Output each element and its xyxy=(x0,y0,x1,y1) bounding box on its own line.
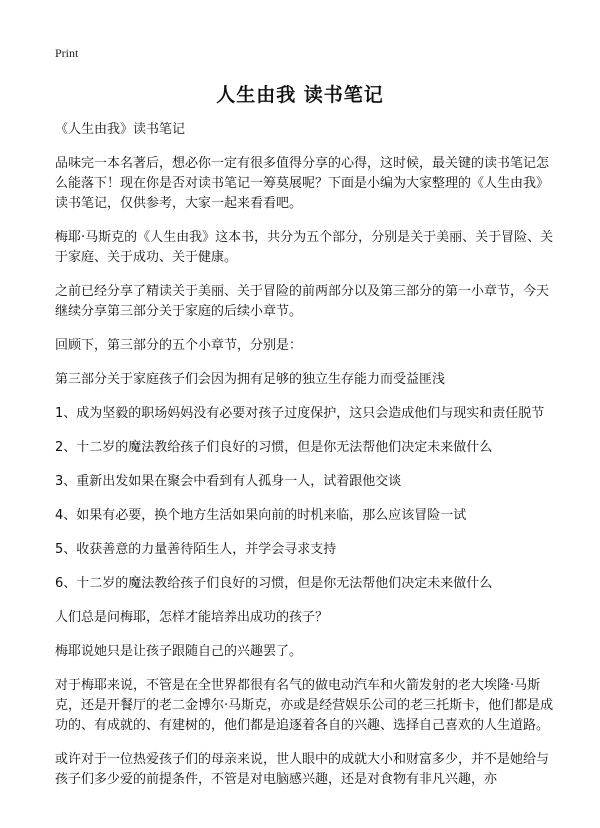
paragraph-part-three: 第三部分关于家庭孩子们会因为拥有足够的独立生存能力而受益匪浅 xyxy=(55,372,446,387)
paragraph-answer: 梅耶说她只是让孩子跟随自己的兴趣罢了。 xyxy=(55,644,303,659)
paragraph-book-parts: 梅耶·马斯克的《人生由我》这本书，共分为五个部分，分别是关于美丽、关于冒险、关于家庭、关于成功、关于健康。 xyxy=(55,230,554,265)
paragraph-review: 回顾下，第三部分的五个小章节，分别是： xyxy=(55,338,303,353)
article-body xyxy=(55,120,555,804)
paragraph-intro: 品味完一本名著后，想必你一定有很多值得分享的心得，这时候，最关键的读书笔记怎么能落下！现在你是否对读书笔记一筹莫展呢？下面是小编为大家整理的《人生由我》读书笔记，仅供参考，大家一起来看看吧。 xyxy=(55,156,550,211)
print-link[interactable]: Print xyxy=(55,46,79,60)
paragraph-mother: 或许对于一位热爱孩子们的母亲来说，世人眼中的成就大小和财富多少，并不是她给与孩子们多少爱的前提条件，不管是对电脑感兴趣，还是对食物有非凡兴趣，亦 xyxy=(55,752,550,787)
list-item: 6、十二岁的魔法教给孩子们良好的习惯，但是你无法帮他们决定未来做什么 xyxy=(55,576,493,591)
list-item: 2、十二岁的魔法教给孩子们良好的习惯，但是你无法帮他们决定未来做什么 xyxy=(55,440,493,455)
list-item: 4、如果有必要，换个地方生活如果向前的时机来临，那么应该冒险一试 xyxy=(55,508,467,523)
paragraph-previous: 之前已经分享了精读关于美丽、关于冒险的前两部分以及第三部分的第一小章节，今天继续分享第三部分关于家庭的后续小章节。 xyxy=(55,284,550,319)
paragraph-subtitle: 《人生由我》读书笔记 xyxy=(55,122,186,137)
paragraph-question: 人们总是问梅耶，怎样才能培养出成功的孩子？ xyxy=(55,610,329,625)
page-title: 人生由我 读书笔记 xyxy=(216,84,384,106)
paragraph-children: 对于梅耶来说，不管是在全世界都很有名气的做电动汽车和火箭发射的老大埃隆·马斯克，还是开餐厅的老二金博尔·马斯克，亦或是经营娱乐公司的老三托斯卡，他们都是成功的、有成就的、有建树的，他们都是追逐着各自的兴趣、选择自己喜欢的人生道路。 xyxy=(55,678,554,733)
list-item: 1、成为坚毅的职场妈妈没有必要对孩子过度保护，这只会造成他们与现实和责任脱节 xyxy=(55,406,545,421)
list-item: 5、收获善意的力量善待陌生人，并学会寻求支持 xyxy=(55,542,337,557)
list-item: 3、重新出发如果在聚会中看到有人孤身一人，试着跟他交谈 xyxy=(55,474,402,489)
